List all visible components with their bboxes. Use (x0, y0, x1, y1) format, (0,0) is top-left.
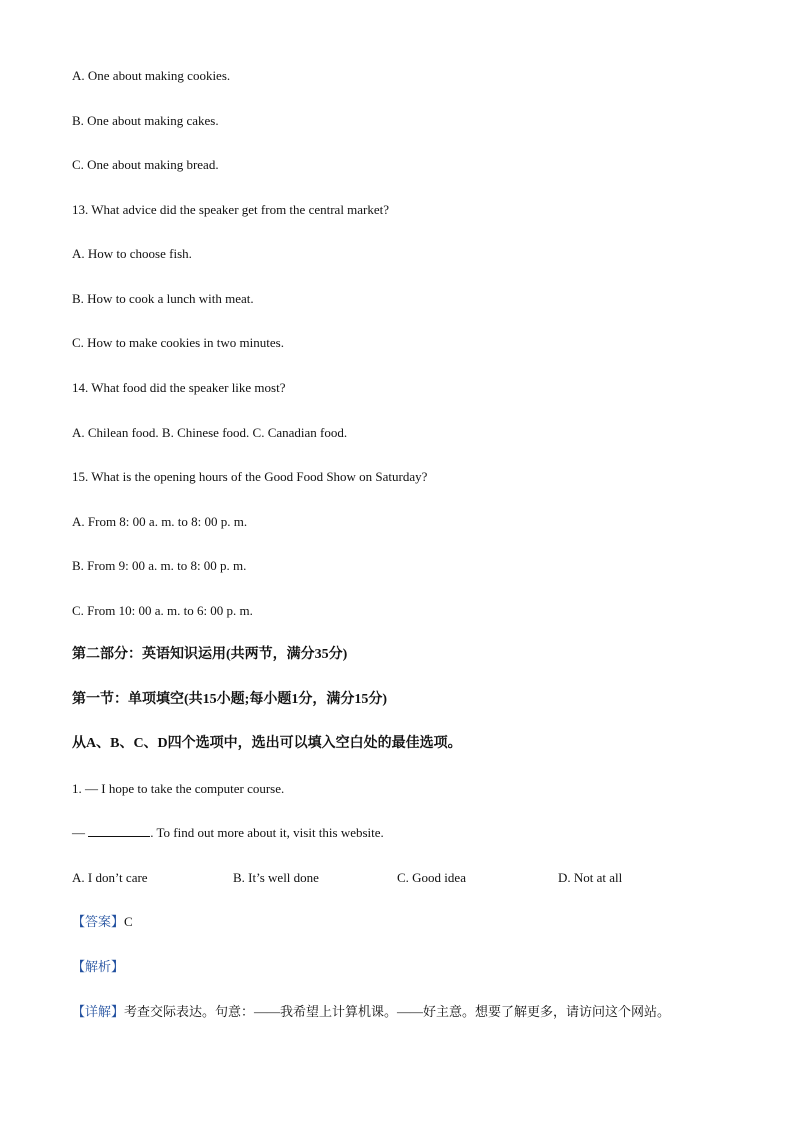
q1-reply: . To find out more about it, visit this website. (150, 825, 384, 840)
q14-question: 14. What food did the speaker like most? (72, 380, 286, 395)
part-two-heading: 第二部分：英语知识运用(共两节，满分35分) (72, 647, 348, 662)
q13-option-a: A. How to choose fish. (72, 246, 192, 261)
answer-blank (88, 824, 150, 837)
q15-option-b: B. From 9: 00 a. m. to 8: 00 p. m. (72, 558, 247, 573)
q15-question: 15. What is the opening hours of the Good Food Show on Saturday? (72, 469, 428, 484)
q15-option-c: C. From 10: 00 a. m. to 6: 00 p. m. (72, 603, 253, 618)
analysis-line (72, 958, 124, 976)
analysis-tag: 【解析】 (72, 959, 125, 974)
detail-tag: 【详解】 (72, 1004, 125, 1019)
q1-option-d: D. Not at all (558, 870, 623, 885)
q12-option-c: C. One about making bread. (72, 157, 219, 172)
answer-tag: 【答案】 (72, 914, 125, 929)
q12-option-a: A. One about making cookies. (72, 68, 231, 83)
section-one-heading: 第一节：单项填空(共15小题;每小题1分，满分15分) (72, 692, 387, 707)
q1-dash: — (72, 825, 85, 840)
instructions: 从A、B、C、D四个选项中，选出可以填入空白处的最佳选项。 (72, 736, 462, 751)
detail-text: 考查交际表达。句意：——我希望上计算机课。——好主意。想要了解更多，请访问这个网站。 (124, 1004, 671, 1019)
q15-option-a: A. From 8: 00 a. m. to 8: 00 p. m. (72, 514, 248, 529)
detail-line (72, 1003, 670, 1021)
q1-option-c: C. Good idea (397, 870, 466, 885)
q13-question: 13. What advice did the speaker get from the central market? (72, 202, 390, 217)
q1-prompt: 1. — I hope to take the computer course. (72, 781, 285, 796)
q13-option-b: B. How to cook a lunch with meat. (72, 291, 254, 306)
q13-option-c: C. How to make cookies in two minutes. (72, 335, 284, 350)
q1-option-a: A. I don’t care (72, 870, 148, 885)
answer-line (72, 913, 133, 931)
q12-option-b: B. One about making cakes. (72, 113, 219, 128)
q1-reply-line (72, 824, 384, 842)
q1-option-b: B. It’s well done (233, 870, 319, 885)
q14-options: A. Chilean food. B. Chinese food. C. Canadian food. (72, 425, 348, 440)
answer-value: C (124, 914, 133, 929)
